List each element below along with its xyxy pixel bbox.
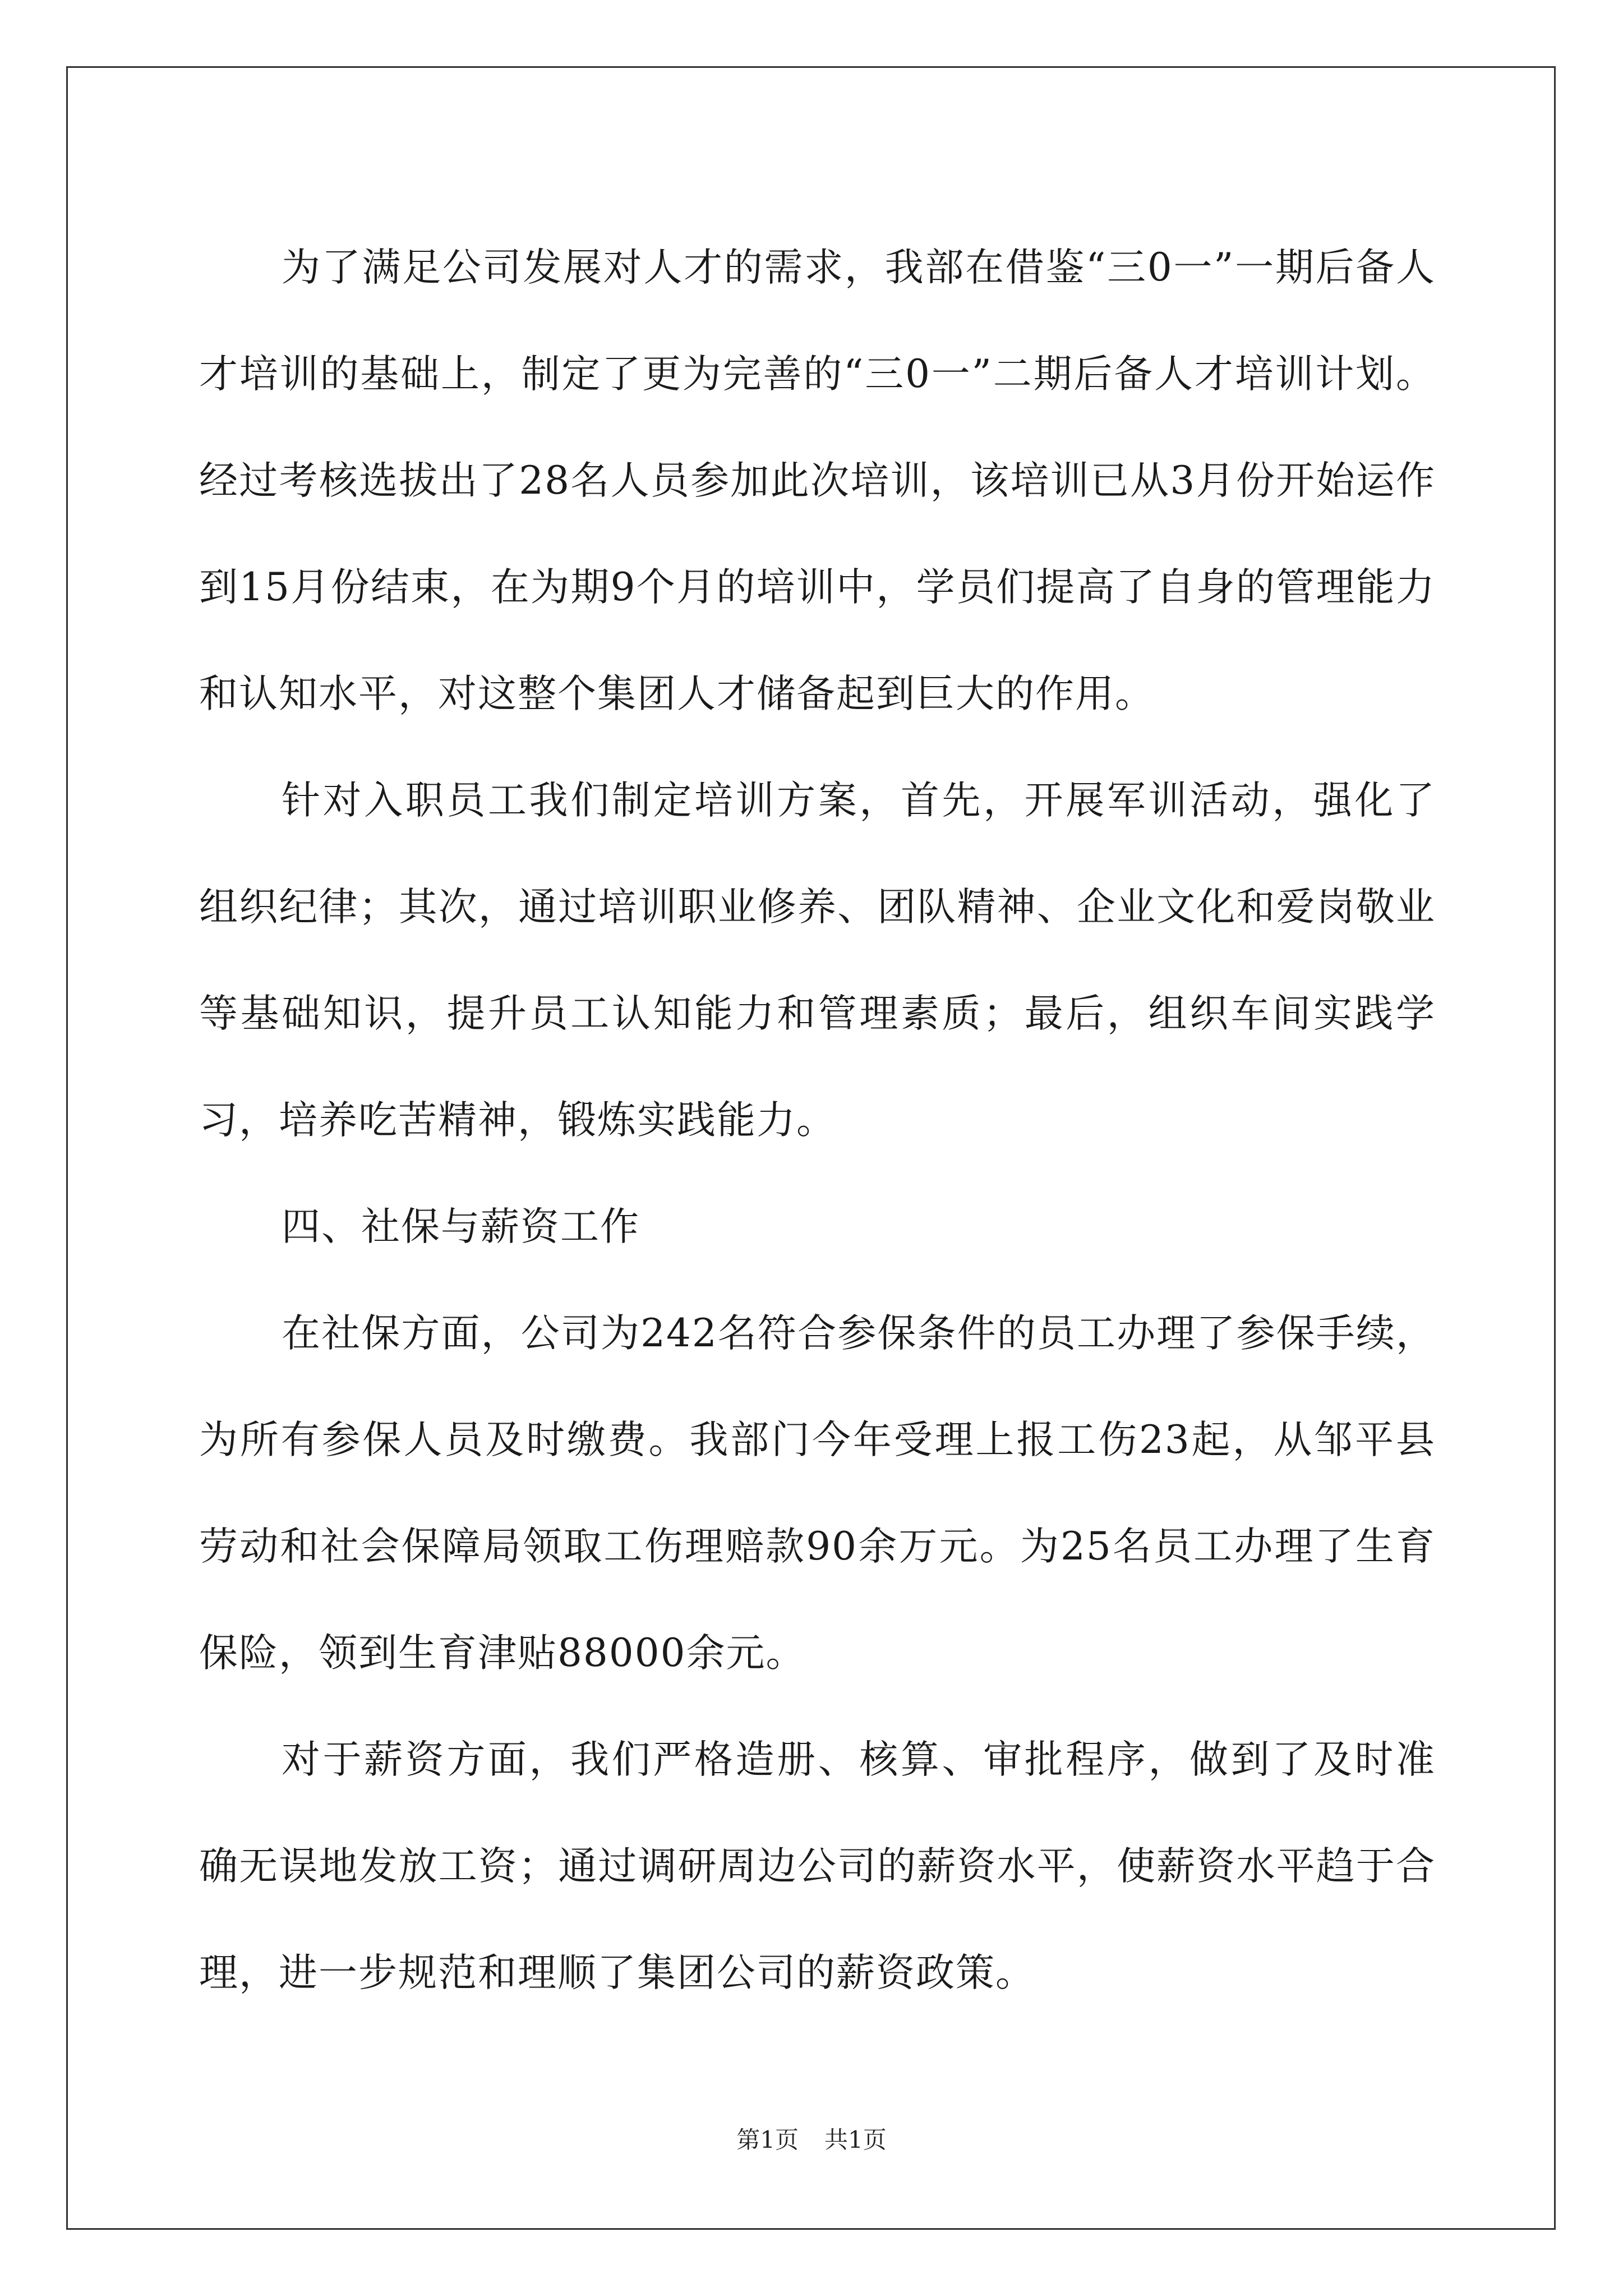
page-total: 共1页 — [824, 2126, 887, 2154]
paragraph-talent-training: 为了满足公司发展对人才的需求，我部在借鉴“三0一”一期后备人才培训的基础上，制定了更为完善的“三0一”二期后备人才培训计划。经过考核选拔出了28名人员参加此次培训，该培训已从3月份开始运作到15月份结束，在为期9个月的培训中，学员们提高了自身的管理能力和认知水平，对这整个集团人才储备起到巨大的作用。 — [199, 245, 1436, 716]
page-footer — [0, 2123, 1623, 2157]
section-heading-social-security-salary: 四、社保与薪资工作 — [282, 1204, 640, 1249]
document-body — [199, 214, 1436, 2026]
page-number: 第1页 — [736, 2126, 799, 2154]
paragraph-new-employee-training: 针对入职员工我们制定培训方案，首先，开展军训活动，强化了组织纪律；其次，通过培训职业修养、团队精神、企业文化和爱岗敬业等基础知识，提升员工认知能力和管理素质；最后，组织车间实践学习，培养吃苦精神，锻炼实践能力。 — [199, 778, 1436, 1143]
paragraph-salary: 对于薪资方面，我们严格造册、核算、审批程序，做到了及时准确无误地发放工资；通过调研周边公司的薪资水平，使薪资水平趋于合理，进一步规范和理顺了集团公司的薪资政策。 — [199, 1737, 1436, 1995]
paragraph-social-security: 在社保方面，公司为242名符合参保条件的员工办理了参保手续，为所有参保人员及时缴费。我部门今年受理上报工伤23起，从邹平县劳动和社会保障局领取工伤理赔款90余万元。为25名员工办理了生育保险，领到生育津贴88000余元。 — [199, 1311, 1436, 1676]
